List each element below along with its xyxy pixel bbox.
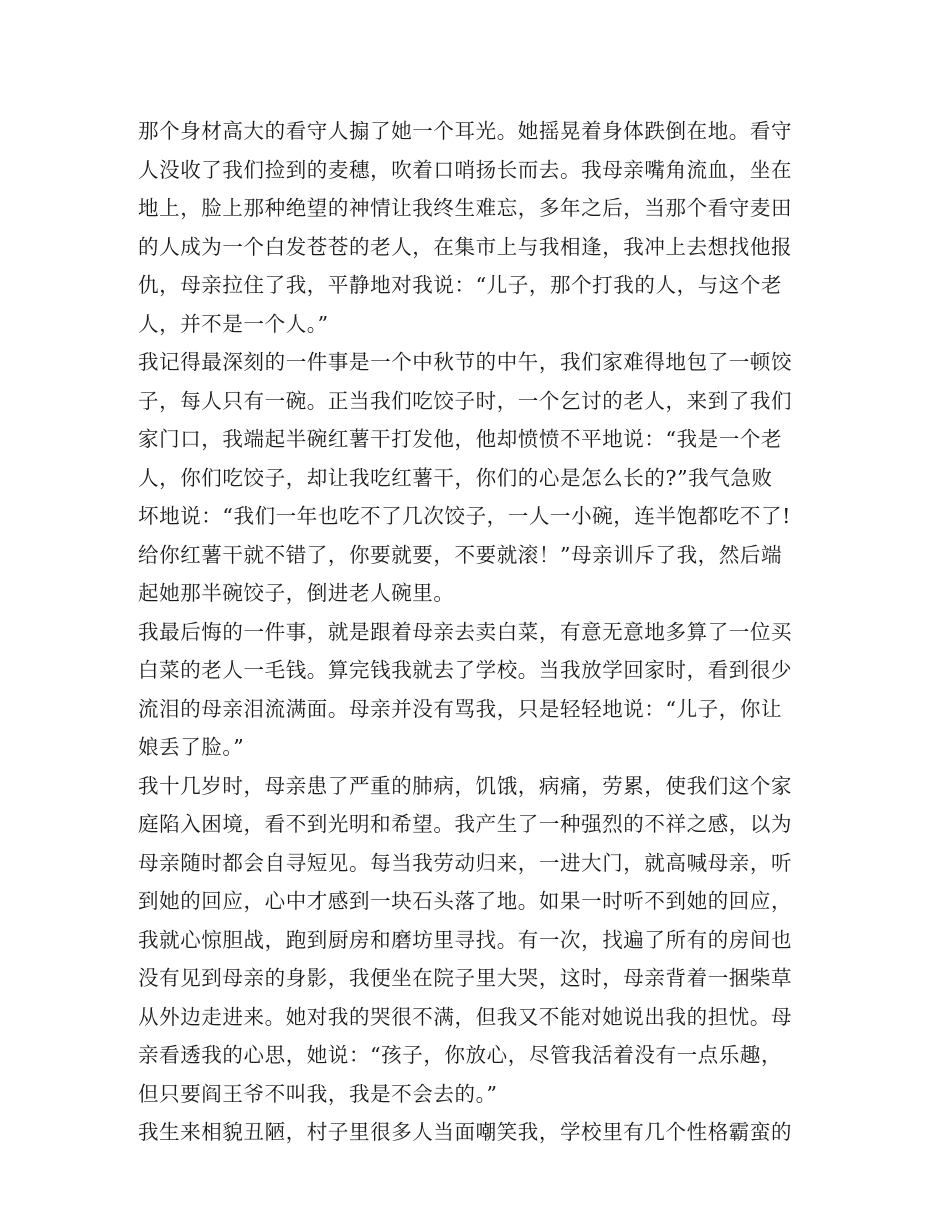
text-line: 的人成为一个白发苍苍的老人，在集市上与我相逢，我冲上去想找他报 [138, 234, 793, 259]
text-line: 从外边走进来。她对我的哭很不满，但我又不能对她说出我的担忧。母 [138, 1004, 793, 1029]
text-line: 子，每人只有一碗。正当我们吃饺子时，一个乞讨的老人，来到了我们 [138, 388, 793, 413]
text-line: 家门口，我端起半碗红薯干打发他，他却愤愤不平地说：“我是一个老 [138, 427, 783, 451]
text-line: 白菜的老人一毛钱。算完钱我就去了学校。当我放学回家时，看到很少 [138, 658, 793, 682]
text-line: 人没收了我们捡到的麦穗，吹着口哨扬长而去。我母亲嘴角流血，坐在 [138, 157, 793, 182]
text-line: 没有见到母亲的身影，我便坐在院子里大哭，这时，母亲背着一捆柴草 [138, 966, 793, 990]
text-line: 我记得最深刻的一件事是一个中秋节的中午，我们家难得地包了一顿饺 [138, 350, 793, 374]
text-line: 那个身材高大的看守人搧了她一个耳光。她摇晃着身体跌倒在地。看守 [138, 119, 793, 143]
text-line: 我就心惊胆战，跑到厨房和磨坊里寻找。有一次，找遍了所有的房间也 [138, 927, 793, 952]
text-line: 坏地说：“我们一年也吃不了几次饺子，一人一小碗，连半饱都吃不了! [138, 504, 791, 528]
text-line: 庭陷入困境，看不到光明和希望。我产生了一种强烈的不祥之感，以为 [138, 812, 793, 836]
text-line: 人，并不是一个人。” [138, 311, 329, 336]
text-line: 地上，脸上那种绝望的神情让我终生难忘，多年之后，当那个看守麦田 [138, 196, 793, 220]
text-line: 我生来相貌丑陋，村子里很多人当面嘲笑我，学校里有几个性格霸蛮的 [138, 1120, 793, 1144]
text-line: 起她那半碗饺子，倒进老人碗里。 [138, 581, 455, 605]
text-line: 到她的回应，心中才感到一块石头落了地。如果一时听不到她的回应， [138, 889, 793, 913]
text-line: 我十几岁时，母亲患了严重的肺病，饥饿，病痛，劳累，使我们这个家 [138, 773, 793, 798]
text-line: 仇，母亲拉住了我，平静地对我说：“儿子，那个打我的人，与这个老 [138, 273, 783, 297]
text-line: 人，你们吃饺子，却让我吃红薯干，你们的心是怎么长的?”我气急败 [138, 465, 773, 490]
text-line: 母亲随时都会自寻短见。每当我劳动归来，一进大门，就高喊母亲，听 [138, 850, 793, 875]
text-line: 流泪的母亲泪流满面。母亲并没有骂我，只是轻轻地说：“儿子，你让 [138, 696, 783, 721]
text-line: 娘丢了脸。” [138, 735, 245, 759]
text-line: 亲看透我的心思，她说：“孩子，你放心，尽管我活着没有一点乐趣， [138, 1043, 783, 1067]
text-line: 但只要阎王爷不叫我，我是不会去的。” [138, 1081, 498, 1106]
text-line: 我最后悔的一件事，就是跟着母亲去卖白菜，有意无意地多算了一位买 [138, 619, 793, 644]
body-text [138, 112, 818, 1152]
text-line: 给你红薯干就不错了，你要就要，不要就滚！”母亲训斥了我，然后端 [138, 542, 783, 567]
